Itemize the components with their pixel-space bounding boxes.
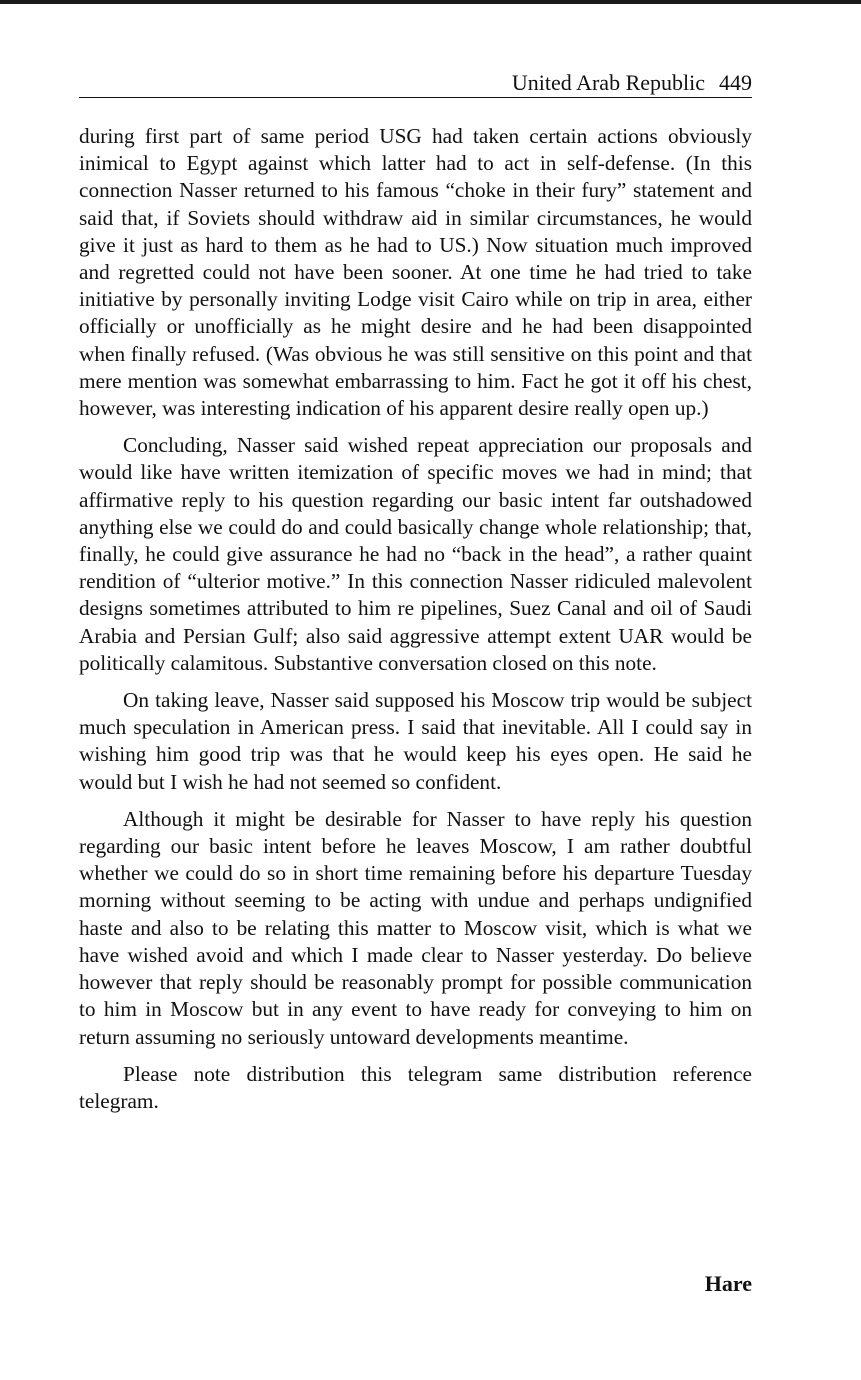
running-title: United Arab Republic xyxy=(511,70,705,95)
running-header xyxy=(79,68,752,98)
paragraph-continuation: during first part of same period USG had taken certain actions obviously inimical to Egypt against which latter had to act in self-defense. (In this connection Nasser returned to his famous “choke in their fury” statement and said that, if Soviets should withdraw aid in similar circumstances, he would give it just as hard to them as he had to US.) Now situation much improved and regretted could not have been sooner. At one time he had tried to take initiative by personally inviting Lodge visit Cairo while on trip in area, either officially or unofficially as he might desire and he had been disappointed when finally refused. (Was obvious he was still sensitive on this point and that mere mention was somewhat embarrassing to him. Fact he got it off his chest, however, was interesting indication of his apparent desire really open up.) xyxy=(79,124,752,421)
body-text xyxy=(79,123,752,1125)
paragraph-taking-leave: On taking leave, Nasser said supposed his Moscow trip would be subject much speculation in American press. I said that inevitable. All I could say in wishing him good trip was that he would keep his eyes open. He said he would but I wish he had not seemed so confident. xyxy=(79,688,752,794)
paragraph-reply-timing: Although it might be desirable for Nasser to have reply his question regarding our basic intent before he leaves Moscow, I am rather doubtful whether we could do so in short time remaining before his departure Tuesday morning without seeming to be acting with undue and perhaps undignified haste and also to be relating this matter to Moscow visit, which is what we have wished avoid and which I made clear to Nasser yesterday. Do believe however that reply should be reasonably prompt for possible communication to him in Moscow but in any event to have ready for conveying to him on return assuming no seriously untoward developments meantime. xyxy=(79,806,752,1049)
paragraph-distribution-note: Please note distribution this telegram same distribution reference telegram. xyxy=(79,1061,752,1113)
signature: Hare xyxy=(704,1271,752,1296)
page-top-edge xyxy=(0,0,861,4)
paragraph-concluding: Concluding, Nasser said wished repeat appreciation our proposals and would like have written itemization of specific moves we had in mind; that affirmative reply to his question regarding our basic intent far outshadowed anything else we could do and could basically change whole relationship; that, finally, he could give assurance he had no “back in the head”, a rather quaint rendition of “ulterior motive.” In this connection Nasser ridiculed malevolent designs sometimes attributed to him re pipelines, Suez Canal and oil of Saudi Arabia and Persian Gulf; also said aggressive attempt extent UAR would be politically calamitous. Substantive conversation closed on this note. xyxy=(79,433,752,675)
header-rule xyxy=(79,97,752,98)
page-number: 449 xyxy=(719,70,752,95)
